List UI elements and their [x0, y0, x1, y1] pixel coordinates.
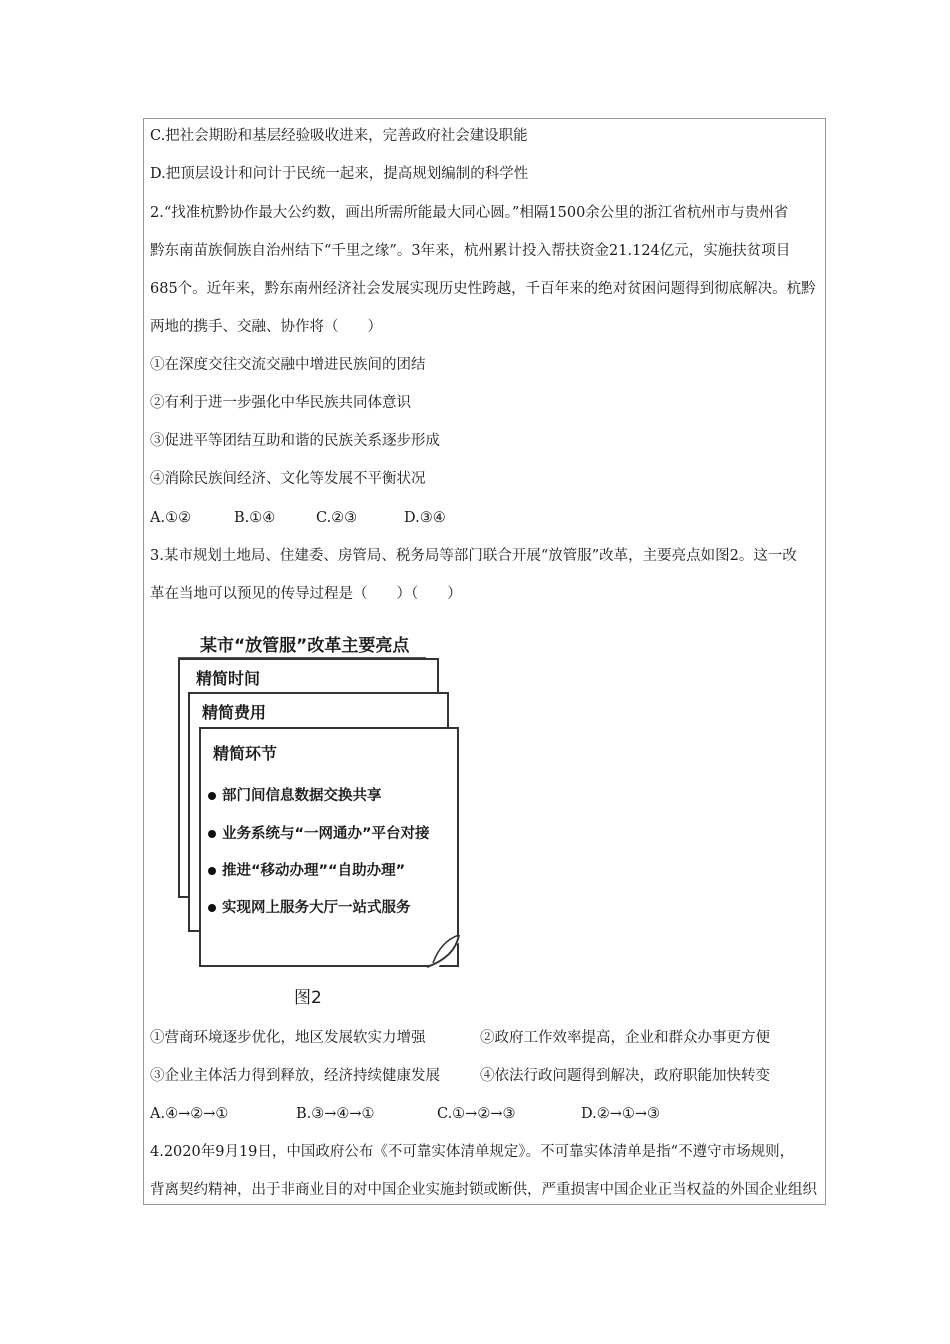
q2-statement-1: ①在深度交往交流交融中增进民族间的团结: [150, 357, 426, 373]
bullet-dot-icon: [208, 867, 216, 875]
q2-statement-2: ②有利于进一步强化中华民族共同体意识: [150, 395, 411, 411]
bullet-item: 实现网上服务大厅一站式服务: [208, 896, 411, 917]
q3-stem-line-2: 革在当地可以预见的传导过程是（ ）（ ）: [150, 586, 462, 602]
page-curl-icon: [425, 933, 461, 969]
q3-option-c: C.①→②→③: [437, 1106, 516, 1122]
q2-stem-line-2: 黔东南苗族侗族自治州结下“千里之缘”。3年来，杭州累计投入帮扶资金21.124亿元，实施扶贫项目: [150, 243, 791, 259]
q2-statement-4: ④消除民族间经济、文化等发展不平衡状况: [150, 471, 426, 487]
q3-option-b: B.③→④→①: [296, 1106, 375, 1122]
q3-statement-3: ③企业主体活力得到释放，经济持续健康发展: [150, 1068, 440, 1084]
q3-option-a: A.④→②→①: [150, 1106, 229, 1122]
q2-option-d: D.③④: [404, 510, 446, 526]
q2-stem-line-4: 两地的携手、交融、协作将（ ）: [150, 319, 382, 335]
q4-stem-line-2: 背离契约精神，出于非商业目的对中国企业实施封锁或断供，严重损害中国企业正当权益的外国企业组织: [150, 1182, 817, 1198]
q2-option-c: C.②③: [316, 510, 358, 526]
figure-title: 某市“放管服”改革主要亮点: [200, 636, 410, 656]
q4-stem-line-1: 4.2020年9月19日，中国政府公布《不可靠实体清单规定》。不可靠实体清单是指“不遵守市场规则，: [150, 1144, 795, 1160]
q2-option-b: B.①④: [234, 510, 276, 526]
q3-stem-line-1: 3.某市规划土地局、住建委、房管局、税务局等部门联合开展“放管服”改革，主要亮点如图2。这一改: [150, 548, 797, 564]
bullet-dot-icon: [208, 830, 216, 838]
q2-stem-line-1: 2.“找准杭黔协作最大公约数，画出所需所能最大同心圆。”相隔1500余公里的浙江省杭州市与贵州省: [150, 205, 789, 221]
bullet-dot-icon: [208, 904, 216, 912]
q3-option-d: D.②→①→③: [581, 1106, 661, 1122]
bullet-item: 部门间信息数据交换共享: [208, 784, 382, 805]
bullet-item: 推进“移动办理”“自助办理”: [208, 859, 405, 880]
q2-statement-3: ③促进平等团结互助和谐的民族关系逐步形成: [150, 433, 440, 449]
q3-statement-1: ①营商环境逐步优化，地区发展软实力增强: [150, 1030, 426, 1046]
q2-option-a: A.①②: [150, 510, 192, 526]
card-time-label: 精简时间: [196, 669, 261, 688]
option-c: C.把社会期盼和基层经验吸收进来，完善政府社会建设职能: [150, 128, 528, 144]
q3-options: [150, 1104, 660, 1124]
bullet-item: 业务系统与“一网通办”平台对接: [208, 822, 430, 843]
q3-statement-4: ④依法行政问题得到解决，政府职能加快转变: [480, 1068, 770, 1084]
q3-statement-2: ②政府工作效率提高，企业和群众办事更方便: [480, 1030, 770, 1046]
option-d: D.把顶层设计和问计于民统一起来，提高规划编制的科学性: [150, 166, 529, 182]
bullet-dot-icon: [208, 792, 216, 800]
q2-stem-line-3: 685个。近年来，黔东南州经济社会发展实现历史性跨越，千百年来的绝对贫困问题得到彻底解决。杭黔: [150, 281, 816, 297]
card-cost-label: 精简费用: [202, 703, 267, 722]
card-steps-label: 精简环节: [213, 744, 278, 763]
q2-options: [150, 508, 446, 528]
figure-caption: 图2: [294, 988, 322, 1008]
